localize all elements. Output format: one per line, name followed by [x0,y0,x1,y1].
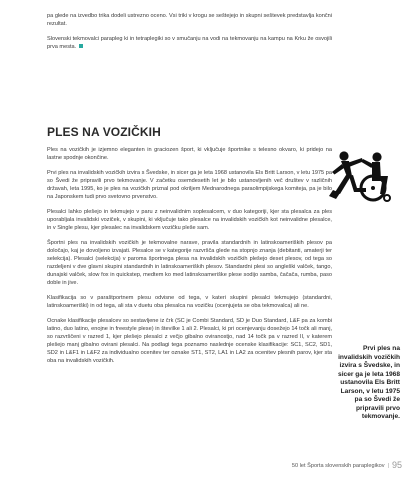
article-paragraph-2: Prvi ples na invalidskih vozičkih izvira s Švedske, in sicer ga je leta 1968 ustanovila Els Britt Larson, v letu 1975 pa so Švedi že pripravili prvo tekmovanje. V začetku osemdesetih let je bilo ustanovljenih več društev v različnih državah, leta 1995, ko je ples na vozičkih priznal pod okriljem Mednarodnega paraolimpijskega komiteja, pa je bilo na Japonskem tudi prvo svetovno prvenstvo. [47,170,332,200]
wheelchair-dance-icon [328,150,392,204]
intro-section [47,13,332,59]
article-paragraph-6: Ocnake klasifikacije plesalcev so sestavljene iz črk (SC je Combi Standard, SD je Duo Standard, L&F pa za kombi latino, duo latino, enojne in freestyle plese) in številke 1 ali 2. Plesalci, ki pri ocenjevanju dosežejo 14 točk ali manj, so razvrščeni v razred 1, kjer plešejo plesalci z večjo gibalno oviranostjo, nad 14 točk pa v razred II, v katerem plešejo manj gibalno ovirani plesalci. Na podlagi tega poznamo naslednje ocenske klasifikacije: SC1, SC2, SD1, SD2 in L&F1 in L&F2 za individualno ocenitev ter oznake ST1, ST2, LA1 in LA2 za ocenitev plesnih parov, kjer sta oba na invalidskih vozičkih. [47,318,332,364]
end-square-icon [79,44,83,48]
footer-separator: | [387,463,389,469]
article-paragraph-3: Plesalci lahko plešejo in tekmujejo v paru z neinvalidnim soplesalcem, v duo kategoriji, kjer sta plesalca za ples uporabljala invalidski voziček, v skupini, ki vključuje tako plesalce na invalidskih vozičkih kot neinvalidne plesalce, in v Single plesu, kjer plesalec na invalidskem vozičku pleše sam. [47,209,332,232]
intro-paragraph-2-text: Slovenski tekmovalci parapleg ki in tetraplegiki so v smučanju na vodi na tekmovanju na kampu na Krku že osvojili prva mesta. [47,35,332,50]
page-footer [292,460,402,470]
intro-paragraph-1: pa glede na izvedbo trika dodeli ustrezno oceno. Vsi triki v krogu se seštejejo in skupni seštevek predstavlja končni rezultat. [47,13,332,27]
article-title: PLES NA VOZIČKIH [47,125,161,139]
article-body [47,147,332,373]
page-number: 95 [391,460,402,470]
intro-paragraph-2 [47,36,332,52]
article-paragraph-4: Športni ples na invalidskih vozičkih je tekmovalne narave, pravila standardnih in latinskoameriških plesov pa določajo, kaj je dovoljeno izvajati. Plesalce se v kategorije razvršča glede na stopnjo znanja (debitanti, amaterji ter selekcija). Plesalci (selekcija) v paroma športnega plesa na invalidskih vozičkih plešejo deset plesov, od tega so razdeljeni v dve glavni skupini standardnih in latinskoameriških plesov. Standardni plesi so angleški valček, tango, dunajski valček, slow fox in quickstep, medtem ko med latinskoameriške plese sodijo samba, čačača, rumba, paso doble in jive. [47,240,332,286]
article-paragraph-1: Ples na vozičkih je izjemno eleganten in graciozen šport, ki vključuje športnike s telesno okvaro, ki pridejo na lastne spodnje okončine. [47,147,332,161]
footer-publication: 50 let Športa slovenskih paraplegikov [291,463,385,469]
article-paragraph-5: Klasifikacija so v paraštportnem plesu odvisne od tega, v kateri skupini plesalci tekmujejo (standardni, latinskoameriški) in od tega, ali sta v duetu oba plesalca na vozičku (ocenjujeta se oba tekmovalca) ali ne. [47,295,332,310]
side-caption: Prvi ples na invalidskih vozičkih izvira s Švedske, in sicer ga je leta 1968 ustanovila Els Britt Larson, v letu 1975 pa so Švedi že pripravili prvo tekmovanje. [338,345,400,420]
